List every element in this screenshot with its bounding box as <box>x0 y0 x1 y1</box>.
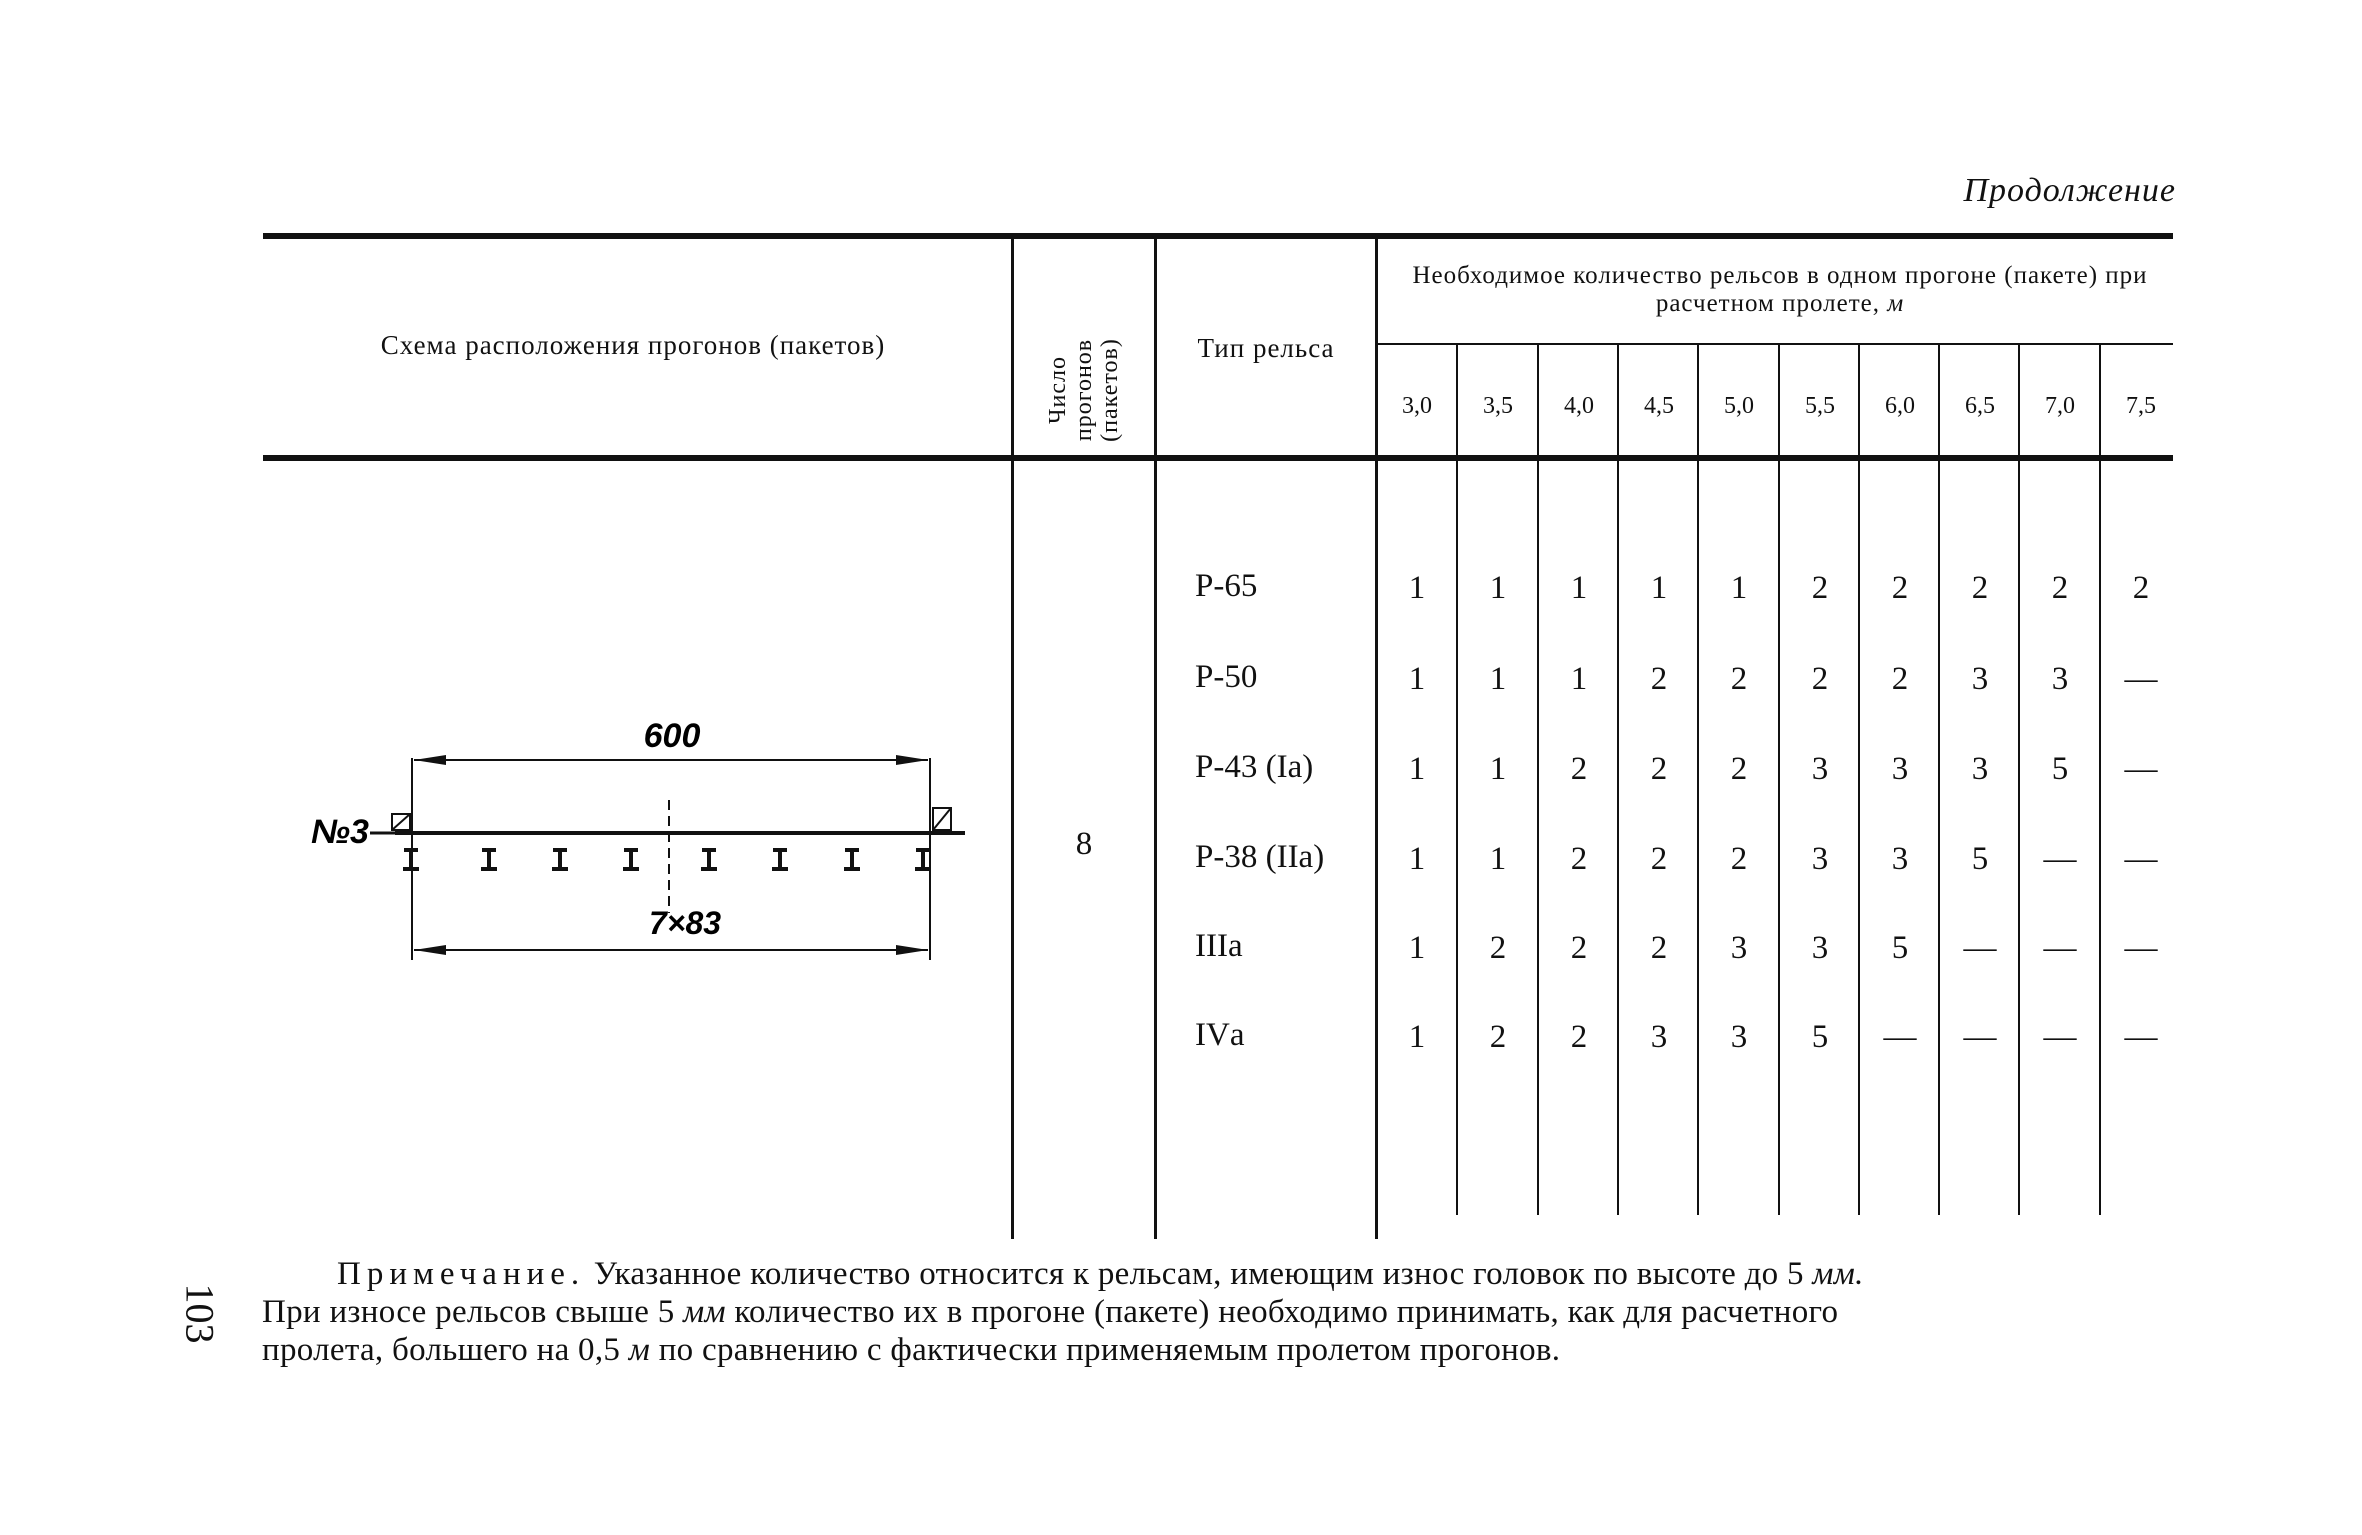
column-divider <box>1375 239 1378 1239</box>
note-line-2-b: количество их в прогоне (пакете) необходимо принимать, как для расчетного <box>734 1294 1839 1330</box>
rail-type: Р-65 <box>1195 568 1258 604</box>
note-line-1-unit: мм. <box>1812 1256 1864 1292</box>
rail-count-cell: 2 <box>2051 570 2069 606</box>
rail-count-cell: 1 <box>1408 751 1426 787</box>
rail-count-cell: 2 <box>1811 661 1829 697</box>
rail-count-cell: 3 <box>1971 751 1989 787</box>
rail-type: Р-50 <box>1195 659 1258 695</box>
note-line-3-b: по сравнению с фактически применяемым пролетом прогонов. <box>658 1332 1561 1368</box>
rail-section-mark <box>623 850 639 869</box>
note-line-1 <box>337 1256 1864 1293</box>
rail-count-cell: — <box>1883 1019 1917 1055</box>
rail-count-cell: 2 <box>1650 751 1668 787</box>
span-header: 6,0 <box>1885 393 1915 419</box>
span-header: 3,5 <box>1483 393 1513 419</box>
rail-type: IVа <box>1195 1017 1245 1053</box>
span-header-rule <box>1378 343 2173 345</box>
rail-count-cell: 1 <box>1408 570 1426 606</box>
rail-count-cell: 1 <box>1489 751 1507 787</box>
rail-count-cell: 2 <box>1489 930 1507 966</box>
rail-count-cell: — <box>1963 1019 1997 1055</box>
rail-count-cell: 1 <box>1408 841 1426 877</box>
rail-count-cell: 3 <box>1811 841 1829 877</box>
rail-count-cell: 2 <box>1811 570 1829 606</box>
rail-count-cell: 1 <box>1489 570 1507 606</box>
page-number: 103 <box>177 1283 223 1344</box>
scheme-header: Схема расположения прогонов (пакетов) <box>380 330 886 360</box>
span-column-divider <box>1537 345 1539 1215</box>
rail-section-mark <box>915 850 931 869</box>
note-line-1-text: Указанное количество относится к рельсам, имеющим износ головок по высоте до 5 <box>593 1256 1804 1292</box>
rail-count-cell: — <box>2124 751 2158 787</box>
rail-count-cell: 3 <box>1811 930 1829 966</box>
rail-marks <box>403 850 931 869</box>
rail-type: Р-43 (Iа) <box>1195 749 1314 785</box>
span-header: 3,0 <box>1402 393 1432 419</box>
rail-count-cell: 3 <box>1811 751 1829 787</box>
rail-count-cell: 3 <box>1730 1019 1748 1055</box>
rail-count-cell: — <box>2043 841 2077 877</box>
rail-count-cell: 2 <box>1730 841 1748 877</box>
rail-count-cell: 2 <box>1570 930 1588 966</box>
rail-count-cell: 5 <box>1811 1019 1829 1055</box>
rail-count-cell: 2 <box>1570 1019 1588 1055</box>
required-header <box>1410 262 2150 318</box>
purlin-layout-diagram <box>300 700 980 970</box>
rail-count-cell: 2 <box>1650 841 1668 877</box>
rail-count-cell: — <box>2124 841 2158 877</box>
span-column-divider <box>2099 345 2101 1215</box>
rail-count-cell: 2 <box>1650 930 1668 966</box>
span-header: 6,5 <box>1965 393 1995 419</box>
rail-section-mark <box>481 850 497 869</box>
continuation-label: Продолжение <box>1963 172 2176 209</box>
span-header: 4,5 <box>1644 393 1674 419</box>
rail-section-mark <box>701 850 717 869</box>
note-line-2 <box>262 1294 1838 1331</box>
rail-count-cell: 1 <box>1650 570 1668 606</box>
column-divider <box>1154 239 1157 1239</box>
rail-type: Р-38 (IIа) <box>1195 839 1325 875</box>
rail-count-cell: 1 <box>1408 930 1426 966</box>
span-header: 7,0 <box>2045 393 2075 419</box>
rail-count-cell: 3 <box>1891 751 1909 787</box>
note-line-2-a: При износе рельсов свыше 5 <box>262 1294 675 1330</box>
rail-count-cell: — <box>1963 930 1997 966</box>
span-header: 4,0 <box>1564 393 1594 419</box>
rail-type-header: Тип рельса <box>1197 333 1335 363</box>
required-header-unit: м <box>1887 290 1905 317</box>
count-header-box <box>1014 330 1154 450</box>
rail-count-cell: 1 <box>1408 661 1426 697</box>
rail-count-cell: 3 <box>2051 661 2069 697</box>
header-bottom-rule <box>263 455 2173 461</box>
rail-count-cell: — <box>2124 930 2158 966</box>
rail-count-cell: 2 <box>2132 570 2150 606</box>
count-value: 8 <box>1075 826 1093 862</box>
rail-section-mark <box>772 850 788 869</box>
rail-count-cell: 1 <box>1570 661 1588 697</box>
rail-count-cell: 1 <box>1730 570 1748 606</box>
rail-count-cell: 5 <box>2051 751 2069 787</box>
diagram-label: №3 <box>311 813 369 851</box>
span-column-divider <box>1456 345 1458 1215</box>
rail-count-cell: 2 <box>1891 661 1909 697</box>
span-header: 5,5 <box>1805 393 1835 419</box>
rail-count-cell: 2 <box>1570 841 1588 877</box>
note-line-3-a: пролета, большего на 0,5 <box>262 1332 621 1368</box>
rail-section-mark <box>403 850 419 869</box>
required-header-text: Необходимое количество рельсов в одном прогоне (пакете) при расчетном пролете, <box>1412 262 2148 317</box>
rail-count-cell: 2 <box>1730 661 1748 697</box>
rail-count-cell: 2 <box>1570 751 1588 787</box>
rail-section-mark <box>552 850 568 869</box>
rail-count-cell: — <box>2043 930 2077 966</box>
rail-count-cell: 2 <box>1650 661 1668 697</box>
rail-count-cell: 5 <box>1891 930 1909 966</box>
rail-count-cell: 1 <box>1489 661 1507 697</box>
note-line-3 <box>262 1332 1560 1369</box>
rail-count-cell: 2 <box>1730 751 1748 787</box>
rail-count-cell: 2 <box>1891 570 1909 606</box>
rail-section-mark <box>844 850 860 869</box>
note-line-2-unit: мм <box>683 1294 726 1330</box>
table-top-rule <box>263 233 2173 239</box>
rail-count-cell: 3 <box>1650 1019 1668 1055</box>
rail-type: IIIа <box>1195 928 1243 964</box>
rail-count-cell: 3 <box>1730 930 1748 966</box>
rail-count-cell: 1 <box>1570 570 1588 606</box>
rail-count-cell: 3 <box>1971 661 1989 697</box>
rail-count-cell: 3 <box>1891 841 1909 877</box>
rail-count-cell: — <box>2124 1019 2158 1055</box>
spacing-dimension: 7×83 <box>648 905 722 941</box>
span-column-divider <box>1778 345 1780 1215</box>
rail-count-cell: 5 <box>1971 841 1989 877</box>
rail-count-cell: 2 <box>1971 570 1989 606</box>
rail-count-cell: 1 <box>1408 1019 1426 1055</box>
note-lead: Примечание. <box>337 1256 586 1292</box>
span-header: 7,5 <box>2126 393 2156 419</box>
rail-count-cell: 1 <box>1489 841 1507 877</box>
rail-count-cell: 2 <box>1489 1019 1507 1055</box>
count-header: Число прогонов (пакетов) <box>1045 338 1123 442</box>
span-header: 5,0 <box>1724 393 1754 419</box>
rail-count-cell: — <box>2124 661 2158 697</box>
note-line-3-unit: м <box>628 1332 651 1368</box>
rail-count-cell: — <box>2043 1019 2077 1055</box>
overall-dimension: 600 <box>643 717 701 755</box>
